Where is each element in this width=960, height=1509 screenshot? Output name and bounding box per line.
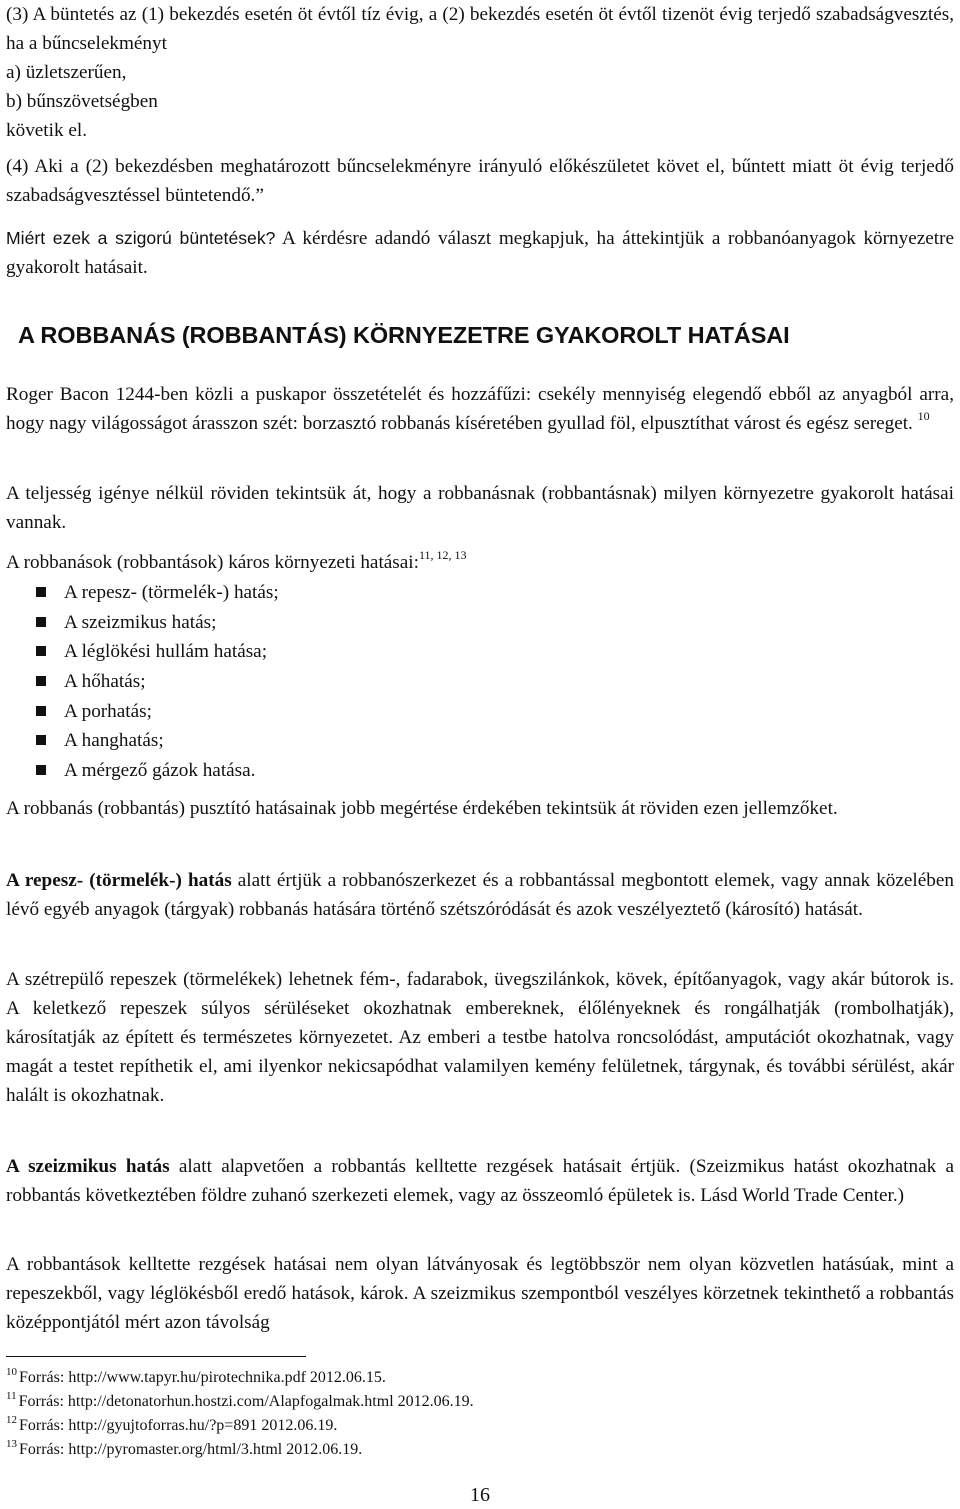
understanding-text: A robbanás (robbantás) pusztító hatásainak jobb megértése érdekében tekintsük át röviden ezen jellemzőket. bbox=[6, 798, 838, 819]
bacon-paragraph bbox=[6, 380, 954, 438]
question-answer-text: A kérdésre adandó választ megkapjuk, ha áttekintjük a robbanóanyagok környezetre gyakorolt hatásait. bbox=[6, 228, 954, 278]
footnotes bbox=[6, 1366, 946, 1462]
footnote-number: 12 bbox=[6, 1414, 17, 1426]
question-text: Miért ezek a szigorú büntetések? bbox=[6, 228, 276, 248]
square-bullet-icon bbox=[36, 587, 46, 597]
overview-text: A teljesség igénye nélkül röviden tekintsük át, hogy a robbanásnak (robbantásnak) milyen környezetre gyakorolt hatásai vannak. bbox=[6, 483, 954, 533]
list-item bbox=[6, 637, 279, 667]
quote-item-b-text: b) bűnszövetségben bbox=[6, 91, 158, 112]
quote-paragraph-4-text: (4) Aki a (2) bekezdésben meghatározott bűncselekményre irányuló előkészületet követ el, bűntett miatt öt évig terjedő szabadságvesztéssel büntetendő.” bbox=[6, 156, 954, 206]
seismic-text: alatt alapvetően a robbantás kelltette rezgések hatásait értjük. (Szeizmikus hatást okozhatnak a robbantás következtében földre zuhanó szerkezeti elemek, vagy az összeomló épületek is. Lásd World Trade Center.) bbox=[6, 1156, 954, 1206]
list-intro-text: A robbanások (robbantások) káros környezeti hatásai: bbox=[6, 552, 419, 573]
vibration-paragraph bbox=[6, 1250, 954, 1337]
footnote-item bbox=[6, 1366, 946, 1390]
list-item-text: A léglökési hullám hatása; bbox=[64, 641, 268, 663]
list-item-text: A hanghatás; bbox=[64, 730, 164, 752]
quote-item-a bbox=[6, 58, 954, 87]
vibration-text: A robbantások kelltette rezgések hatásai nem olyan látványosak és legtöbbször nem olyan közvetlen hatásúak, mint a repeszekből, vagy léglökésből eredő hatások, károk. A szeizmikus szempontból veszélyes körzetnek tekinthető a robbantás középpontjától mért azon távolság bbox=[6, 1254, 954, 1333]
footnote-item bbox=[6, 1390, 946, 1414]
list-item-text: A hőhatás; bbox=[64, 671, 146, 693]
quote-follows bbox=[6, 116, 954, 145]
page-number: 16 bbox=[470, 1484, 490, 1506]
square-bullet-icon bbox=[36, 706, 46, 716]
footnote-separator bbox=[6, 1356, 306, 1357]
list-item bbox=[6, 726, 279, 756]
list-item bbox=[6, 667, 279, 697]
footnote-text: Forrás: http://detonatorhun.hostzi.com/Alapfogalmak.html 2012.06.19. bbox=[18, 1393, 474, 1410]
list-item-text: A repesz- (törmelék-) hatás; bbox=[64, 582, 279, 603]
footnote-ref-10: 10 bbox=[917, 409, 930, 423]
question-paragraph bbox=[6, 224, 954, 282]
footnote-number: 10 bbox=[6, 1366, 17, 1378]
footnote-item bbox=[6, 1438, 946, 1462]
list-item-text: A porhatás; bbox=[64, 700, 152, 722]
seismic-paragraph bbox=[6, 1152, 954, 1210]
footnote-text: Forrás: http://gyujtoforras.hu/?p=891 2012.06.19. bbox=[19, 1417, 338, 1434]
overview-paragraph bbox=[6, 479, 954, 537]
fragments-text: A szétrepülő repeszek (törmelékek) lehetnek fém-, fadarabok, üvegszilánkok, kövek, építőanyagok, vagy akár bútorok is. A keletkező repeszek súlyos sérüléseket okozhatnak embereknek, élőlényeknek és rongálhatják (rombolhatják), károsítatják az épített és természetes környezetet. Az emberi a testbe hatolva roncsolódást, amputációt okozhatnak, vagy magát a testet repíthetik el, ami ilyenkor nekicsapódhat valamilyen kemény felületnek, tárgynak, és további sérülést, akár halált is okozhatnak. bbox=[6, 969, 954, 1106]
list-item bbox=[6, 756, 279, 786]
footnote-refs-11-13: 11, 12, 13 bbox=[418, 548, 467, 562]
footnote-number: 11 bbox=[6, 1390, 17, 1402]
list-item bbox=[6, 608, 279, 638]
list-item bbox=[6, 697, 279, 727]
square-bullet-icon bbox=[36, 617, 46, 627]
footnote-text: Forrás: http://www.tapyr.hu/pirotechnika.pdf 2012.06.15. bbox=[19, 1369, 386, 1386]
footnote-text: Forrás: http://pyromaster.org/html/3.html 2012.06.19. bbox=[19, 1441, 363, 1458]
fragments-paragraph bbox=[6, 965, 954, 1110]
footnote-number: 13 bbox=[6, 1438, 17, 1450]
shrapnel-paragraph bbox=[6, 866, 954, 924]
list-item-text: A szeizmikus hatás; bbox=[64, 611, 217, 633]
shrapnel-term: A repesz- (törmelék-) hatás bbox=[6, 870, 232, 891]
list-item-text: A mérgező gázok hatása. bbox=[64, 760, 256, 782]
bacon-text: Roger Bacon 1244-ben közli a puskapor összetételét és hozzáfűzi: csekély mennyiség elegendő ebből az anyagból arra, hogy nagy világosságot árasszon szét: borzasztó robbanás kíséretében gyullad föl, elpusztíthat várost és egész sereget. bbox=[6, 384, 954, 434]
quote-item-a-text: a) üzletszerűen, bbox=[6, 62, 127, 83]
quote-follows-text: követik el. bbox=[6, 120, 87, 141]
quote-paragraph-3-text: (3) A büntetés az (1) bekezdés esetén öt évtől tíz évig, a (2) bekezdés esetén öt évtől tizenöt évig terjedő szabadságvesztés, ha a bűncselekményt bbox=[6, 4, 954, 54]
understanding-paragraph bbox=[6, 794, 954, 823]
effects-list bbox=[6, 578, 279, 786]
shrapnel-text: alatt értjük a robbanószerkezet és a robbantással megbontott elemek, vagy annak közelében lévő egyéb anyagok (tárgyak) robbanás hatására történő szétszóródását és azok veszélyeztető (károsító) hatását. bbox=[6, 870, 954, 920]
section-heading: A ROBBANÁS (ROBBANTÁS) KÖRNYEZETRE GYAKOROLT HATÁSAI bbox=[18, 322, 790, 348]
list-item bbox=[6, 578, 279, 608]
square-bullet-icon bbox=[36, 735, 46, 745]
quote-paragraph-3 bbox=[6, 0, 954, 58]
square-bullet-icon bbox=[36, 765, 46, 775]
seismic-term: A szeizmikus hatás bbox=[6, 1156, 170, 1177]
square-bullet-icon bbox=[36, 676, 46, 686]
list-intro-paragraph bbox=[6, 548, 954, 577]
quote-paragraph-4 bbox=[6, 152, 954, 210]
square-bullet-icon bbox=[36, 646, 46, 656]
quote-item-b bbox=[6, 87, 954, 116]
footnote-item bbox=[6, 1414, 946, 1438]
